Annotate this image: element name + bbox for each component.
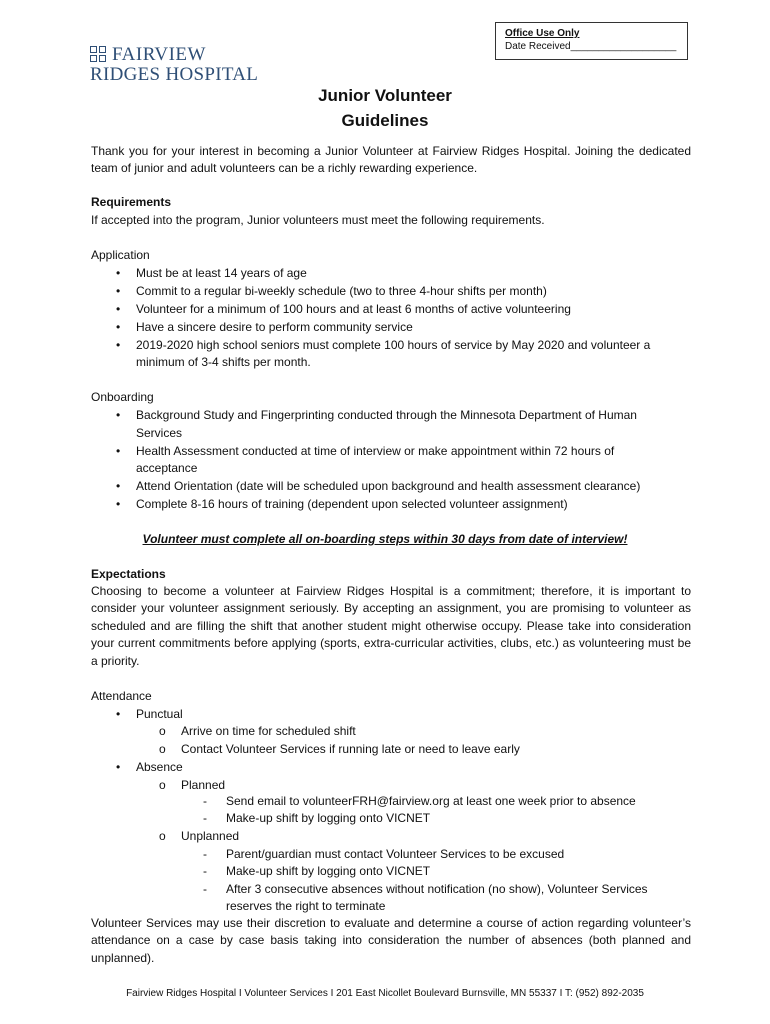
sub-sub-list-item: After 3 consecutive absences without notification (no show), Volunteer Services [226, 882, 648, 896]
requirements-heading: Requirements [91, 195, 172, 209]
list-item: Have a sincere desire to perform community service [136, 320, 413, 334]
sub-sub-list-item-continued: reserves the right to terminate [226, 899, 386, 913]
onboarding-heading: Onboarding [91, 390, 154, 404]
expectations-heading: Expectations [91, 567, 166, 581]
sub-sub-list-item: Make-up shift by logging onto VICNET [226, 864, 431, 878]
page-title-line2: Guidelines [341, 111, 429, 130]
attendance-closing: Volunteer Services may use their discretion to evaluate and determine a course of action regarding volunteer’s attendance on a case by case basis taking into consideration the number of absences (both planned and unplanned). [91, 916, 691, 965]
sub-list-item: Arrive on time for scheduled shift [181, 724, 356, 738]
page-title-line1: Junior Volunteer [318, 86, 452, 105]
requirements-text: If accepted into the program, Junior volunteers must meet the following requirements. [91, 213, 545, 227]
list-item: Absence [136, 760, 183, 774]
list-item-continued: acceptance [136, 461, 198, 475]
list-item: Commit to a regular bi-weekly schedule (two to three 4-hour shifts per month) [136, 284, 547, 298]
list-item: Attend Orientation (date will be scheduled upon background and health assessment clearance) [136, 479, 641, 493]
list-item: 2019-2020 high school seniors must complete 100 hours of service by May 2020 and volunteer a [136, 338, 651, 352]
office-use-title: Office Use Only [505, 28, 580, 39]
intro-paragraph: Thank you for your interest in becoming a Junior Volunteer at Fairview Ridges Hospital. Joining the dedicated team of junior and adult volunteers can be a richly rewarding experience. [91, 144, 691, 176]
expectations-text: Choosing to become a volunteer at Fairview Ridges Hospital is a commitment; therefore, it is important to consider your volunteer assignment seriously. By accepting an assignment, you are promising to volunteer as scheduled and are filling the shift that another student might otherwise occupy. Please take into consideration your current commitments before applying (sports, extra-curricular activities, clubs, etc.) as volunteering must be a priority. [91, 584, 691, 668]
list-item: Must be at least 14 years of age [136, 266, 307, 280]
application-heading: Application [91, 248, 150, 262]
page-footer: Fairview Ridges Hospital I Volunteer Services I 201 East Nicollet Boulevard Burnsville, MN 55337 I T: (952) 892-2035 [126, 988, 644, 999]
sub-list-item: Planned [181, 778, 226, 792]
list-item: Background Study and Fingerprinting conducted through the Minnesota Department of Human [136, 408, 637, 422]
sub-sub-list-item: Send email to volunteerFRH@fairview.org at least one week prior to absence [226, 794, 636, 808]
date-received-field: Date Received___________________ [505, 41, 677, 52]
document-page: FAIRVIEW RIDGES HOSPITAL Office Use Only Date Received___________________ Junior Volunteer Guidelines Thank you for your interest in becoming a Junior Volunteer at Fairview Ridges Hospital. Joining the dedicated team of junior and adult volunteers can be a richly rewarding experience. Requirements If accepted into the program, Junior volunteers must meet the following requirements. Application • Must be at least 14 years of age • Commit to a regular bi-weekly schedule (two to three 4-hour shifts per month) • Volunteer for a minimum of 100 hours and at least 6 months of active volunteering • Have a sincere desire to perform community service • 2019-2020 high school seniors must complete 100 hours of service by May 2020 and volunteer a minimum of 3-4 shifts per month. Onboarding • Background Study and Fingerprinting conducted through the Minnesota Department of Human Services • Health Assessment conducted at time of interview or make appointment within 72 hours of acceptance • Attend Orientation (date will be scheduled upon background and health assessment clearance) • Complete 8-16 hours of training (dependent upon selected volunteer assignment) Volunteer must complete all on-boarding steps within 30 days from date of interview! Expectations Choosing to become a volunteer at Fairview Ridges Hospital is a commitment; therefore, it is important to consider your volunteer assignment seriously. By accepting an assignment, you are promising to volunteer as scheduled and are filling the shift that another student might otherwise occupy. Please take into consideration your current commitments before applying (sports, extra-curricular activities, clubs, etc.) as volunteering must be a priority. Attendance • Punctual o Arrive on time for scheduled shift o Contact Volunteer Services if running late or need to leave early • Absence o Planned - Send email to volunteerFRH@fairview.org at least one week prior to absence - Make-up shift by logging onto VICNET o Unplanned - Parent/guardian must contact Volunteer Services to be excused - Make-up shift by logging onto VICNET - After 3 consecutive absences without notification (no show), Volunteer Services reserves the right to terminate Volunteer Services may use their discretion to evaluate and determine a course of action regarding volunteer’s attendance on a case by case basis taking into consideration the number of absences (both planned and unplanned). Fairview Ridges Hospital I Volunteer Services I 201 East Nicollet Boulevard Burnsville, MN 55337 I T: (952) 892-2035 [0, 0, 770, 1024]
sub-sub-list-item: Parent/guardian must contact Volunteer Services to be excused [226, 847, 565, 861]
list-item: Complete 8-16 hours of training (dependent upon selected volunteer assignment) [136, 497, 568, 511]
logo-line2: RIDGES HOSPITAL [90, 64, 259, 85]
onboarding-notice: Volunteer must complete all on-boarding steps within 30 days from date of interview! [142, 532, 628, 546]
sub-list-item: Unplanned [181, 829, 240, 843]
list-item: Punctual [136, 707, 183, 721]
list-item-continued: Services [136, 426, 183, 440]
list-item: Volunteer for a minimum of 100 hours and at least 6 months of active volunteering [136, 302, 571, 316]
list-item-continued: minimum of 3-4 shifts per month. [136, 355, 311, 369]
sub-sub-list-item: Make-up shift by logging onto VICNET [226, 811, 431, 825]
logo-mark-icon [90, 46, 108, 64]
office-use-box [495, 22, 688, 60]
list-item: Health Assessment conducted at time of interview or make appointment within 72 hours of [136, 444, 615, 458]
sub-list-item: Contact Volunteer Services if running late or need to leave early [181, 742, 520, 756]
logo-line1: FAIRVIEW [112, 44, 206, 65]
attendance-heading: Attendance [91, 689, 152, 703]
